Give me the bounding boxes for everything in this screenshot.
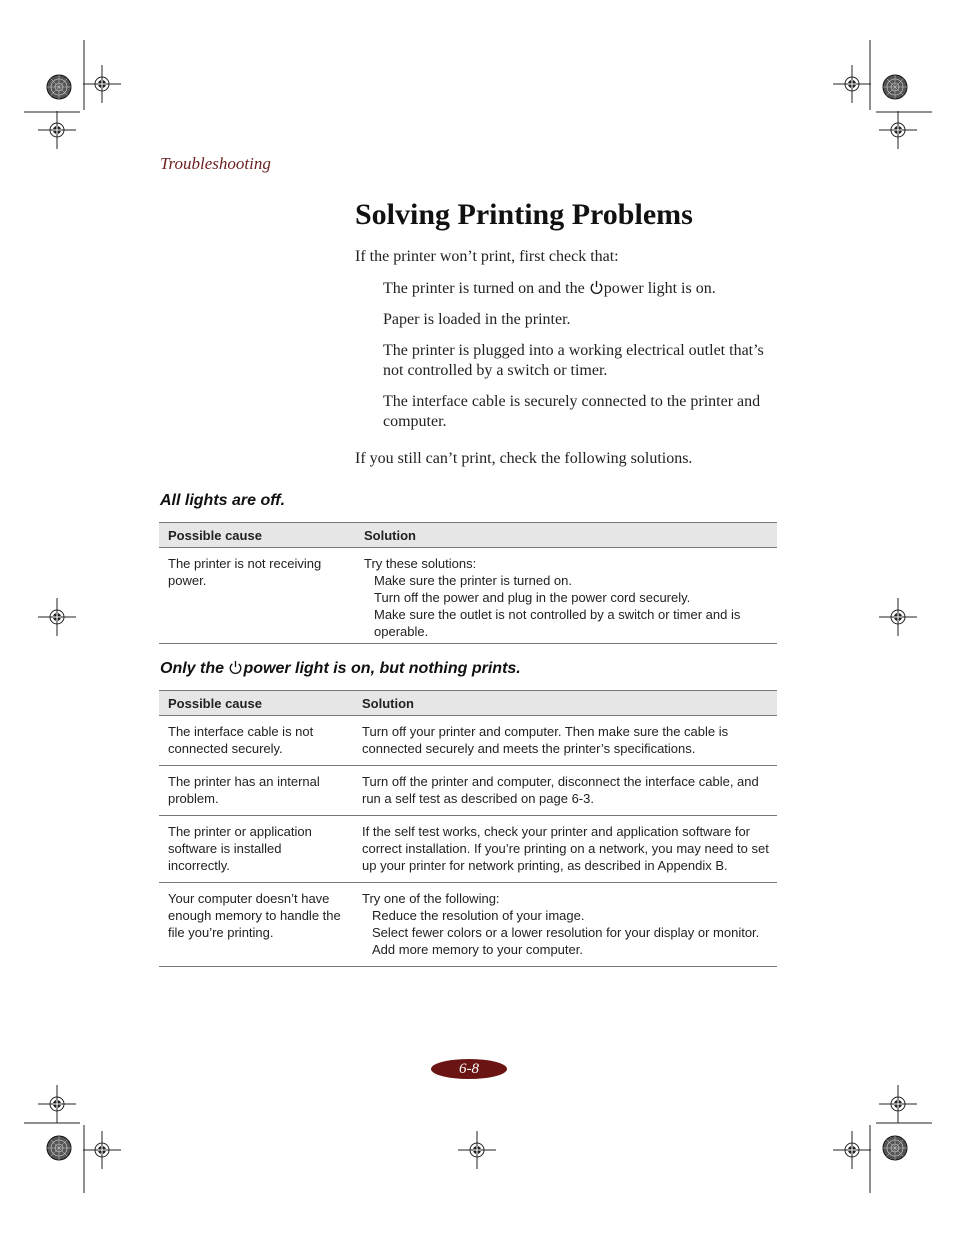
table-row — [159, 816, 777, 883]
solution-item: Make sure the outlet is not controlled by a switch or timer and is operable. — [374, 607, 741, 639]
solution-cell: Turn off the printer and computer, disconnect the interface cable, and run a self test as described on page 6-3. — [353, 766, 777, 816]
registration-mark-icon — [833, 65, 871, 103]
check-item: The interface cable is securely connected to the printer and computer. — [383, 393, 761, 430]
table-row — [159, 883, 777, 967]
intro-text: If the printer won’t print, first check that: — [355, 248, 619, 265]
check-item: The printer is turned on and the power light is on. — [383, 280, 716, 297]
solution-item: Make sure the printer is turned on. — [374, 573, 572, 588]
troubleshooting-table — [159, 522, 777, 644]
color-target-icon — [883, 1136, 907, 1160]
check-item: The printer is plugged into a working electrical outlet that’s not controlled by a switch or timer. — [383, 342, 764, 379]
solution-item: Add more memory to your computer. — [372, 942, 583, 957]
table-row — [159, 716, 777, 766]
table-header-row — [159, 691, 777, 716]
solution-item: Select fewer colors or a lower resolution for your display or monitor. — [372, 925, 760, 940]
power-icon — [589, 280, 604, 295]
registration-mark-icon — [83, 1131, 121, 1169]
registration-mark-icon — [879, 111, 917, 149]
color-target-icon — [47, 75, 71, 99]
column-header: Possible cause — [159, 691, 353, 716]
registration-mark-icon — [833, 1131, 871, 1169]
solution-item: Turn off the power and plug in the power cord securely. — [374, 590, 691, 605]
table-row — [159, 766, 777, 816]
column-header: Solution — [353, 691, 777, 716]
color-target-icon — [47, 1136, 71, 1160]
registration-mark-icon — [458, 1131, 496, 1169]
page-title: Solving Printing Problems — [355, 198, 693, 231]
running-head: Troubleshooting — [160, 154, 271, 173]
solution-cell: If the self test works, check your printer and application software for correct installation. If you’re printing on a network, you may need to set up your printer for network printing, as described in Appendix B. — [353, 816, 777, 883]
outro-text: If you still can’t print, check the following solutions. — [355, 450, 693, 467]
cause-cell: The interface cable is not connected securely. — [159, 716, 353, 766]
registration-mark-icon — [38, 1085, 76, 1123]
column-header: Possible cause — [159, 523, 355, 548]
cause-cell: The printer or application software is installed incorrectly. — [159, 816, 353, 883]
registration-mark-icon — [38, 111, 76, 149]
section-heading: Only the power light is on, but nothing prints. — [160, 660, 521, 677]
check-item: Paper is loaded in the printer. — [383, 311, 571, 328]
power-icon — [228, 660, 243, 675]
section-heading: All lights are off. — [160, 492, 286, 509]
solution-cell: Try one of the following: Reduce the resolution of your image. Select fewer colors or a lower resolution for your display or monitor. Add more memory to your computer. — [353, 883, 777, 967]
registration-mark-icon — [879, 598, 917, 636]
registration-mark-icon — [83, 65, 121, 103]
registration-mark-icon — [879, 1085, 917, 1123]
table-header-row — [159, 523, 777, 548]
page-number: 6-8 — [431, 1059, 507, 1079]
cause-cell: The printer is not receiving power. — [159, 548, 355, 644]
cause-cell: The printer has an internal problem. — [159, 766, 353, 816]
solution-item: Reduce the resolution of your image. — [372, 908, 585, 923]
solution-cell: Turn off your printer and computer. Then make sure the cable is connected securely and meets the printer’s specifications. — [353, 716, 777, 766]
table-row — [159, 548, 777, 644]
registration-mark-icon — [38, 598, 76, 636]
check-list — [383, 279, 783, 443]
troubleshooting-table — [159, 690, 777, 967]
solution-cell: Try these solutions: Make sure the printer is turned on. Turn off the power and plug in the power cord securely. Make sure the outlet is not controlled by a switch or timer and is operable. — [355, 548, 777, 644]
cause-cell: Your computer doesn’t have enough memory to handle the file you’re printing. — [159, 883, 353, 967]
column-header: Solution — [355, 523, 777, 548]
color-target-icon — [883, 75, 907, 99]
